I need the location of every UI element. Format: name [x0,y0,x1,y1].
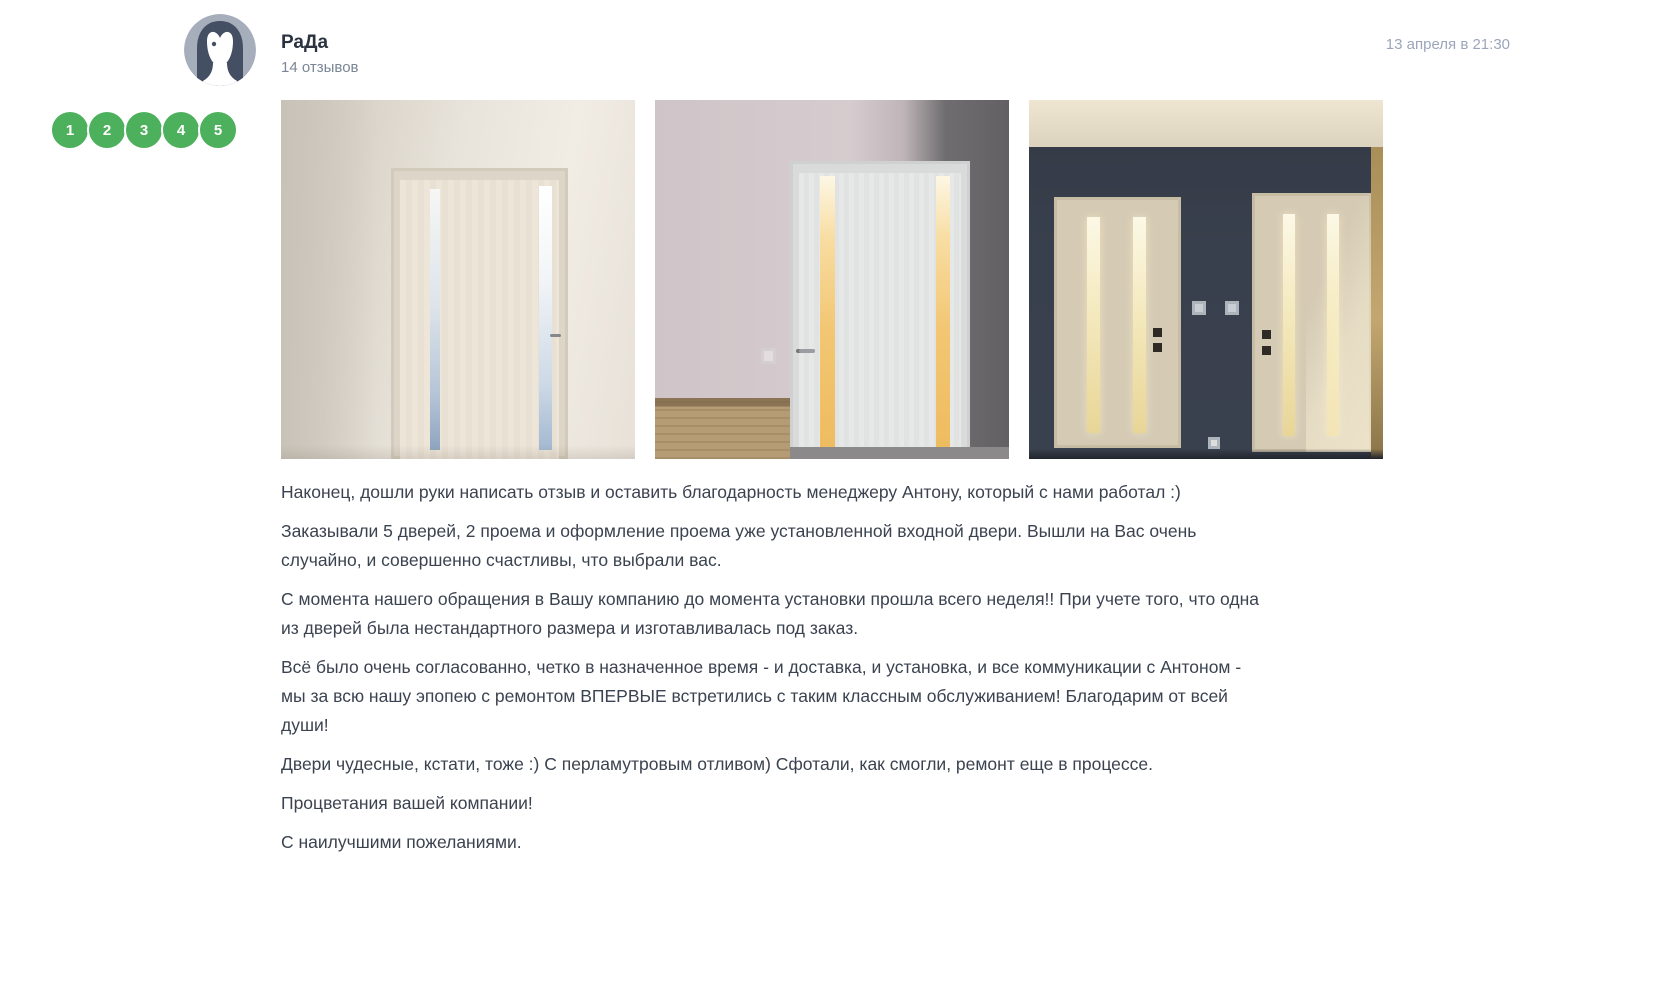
photo2-wood-furniture [655,398,790,459]
photo-gallery [281,100,1383,459]
photo1-door-handle [550,334,561,337]
photo3-left-door-handle [1153,343,1162,352]
review-photo-1[interactable] [281,100,635,459]
photo3-right-door-glass-1 [1283,214,1295,436]
review-date: 13 апреля в 21:30 [1385,36,1510,53]
photo3-left-door-glass-2 [1133,217,1146,433]
photo1-door [400,180,559,459]
female-user-icon [184,14,256,86]
review-paragraph: С наилучшими пожеланиями. [281,832,522,852]
avatar [184,14,256,86]
rating-circle-4: 4 [161,110,201,150]
photo2-light-switch [761,348,776,364]
author-reviews-count: 14 отзывов [281,59,359,76]
photo2-glass-strip-right [936,176,950,459]
review-photo-2[interactable] [655,100,1009,459]
photo3-light-switch-2 [1225,301,1239,315]
review-paragraph: Процветания вашей компании! [281,793,533,813]
photo1-wall [281,100,377,459]
photo2-door-frame [790,161,971,459]
rating-circle-5: 5 [198,110,238,150]
rating-circle-3: 3 [124,110,164,150]
photo1-floor [281,445,635,459]
photo3-doorway-light [1371,147,1383,459]
photo3-floor [1029,449,1383,459]
photo3-light-patch [1306,193,1372,452]
review-text [281,478,1266,867]
rating-circle-1: 1 [50,110,90,150]
photo1-glass-strip-left [430,189,441,451]
rating-scale [50,110,238,150]
review-paragraph: С момента нашего обращения в Вашу компанию до момента установки прошла всего неделя!! При учете того, что одна из дверей была нестандартного размера и изготавливалась под заказ. [281,589,1260,638]
photo3-ceiling [1029,100,1383,147]
photo3-light-switch-3 [1208,437,1220,449]
photo3-right-door [1252,193,1372,452]
photo2-glass-strip-left [820,176,834,459]
photo1-door-frame [391,168,568,459]
photo3-light-switch-1 [1192,301,1206,315]
photo1-glass-strip-right [539,186,551,451]
photo3-left-door-glass-1 [1087,217,1100,433]
photo3-right-door-handle [1262,346,1271,355]
review-paragraph: Заказывали 5 дверей, 2 проема и оформление проема уже установленной входной двери. Вышли на Вас очень случайно, и совершенно счастливы, что выбрали вас. [281,521,1197,570]
photo3-right-door-lock [1262,330,1271,339]
review-paragraph: Всё было очень согласованно, четко в назначенное время - и доставка, и установка, и все коммуникации с Антоном - мы за всю нашу эпопею с ремонтом ВПЕРВЫЕ встретились с таким классным обслуживанием! Благодарим от всей души! [281,657,1242,735]
review-paragraph: Двери чудесные, кстати, тоже :) С перламутровым отливом) Сфотали, как смогли, ремонт еще в процессе. [281,754,1153,774]
author-name: РаДа [281,32,329,53]
photo2-floor [790,447,1009,459]
photo2-door-handle [799,349,815,353]
photo3-left-door-lock [1153,328,1162,337]
review-paragraph: Наконец, дошли руки написать отзыв и оставить благодарность менеджеру Антону, который с нами работал :) [281,482,1181,502]
review-photo-3[interactable] [1029,100,1383,459]
photo3-left-door [1054,197,1181,448]
rating-circle-2: 2 [87,110,127,150]
